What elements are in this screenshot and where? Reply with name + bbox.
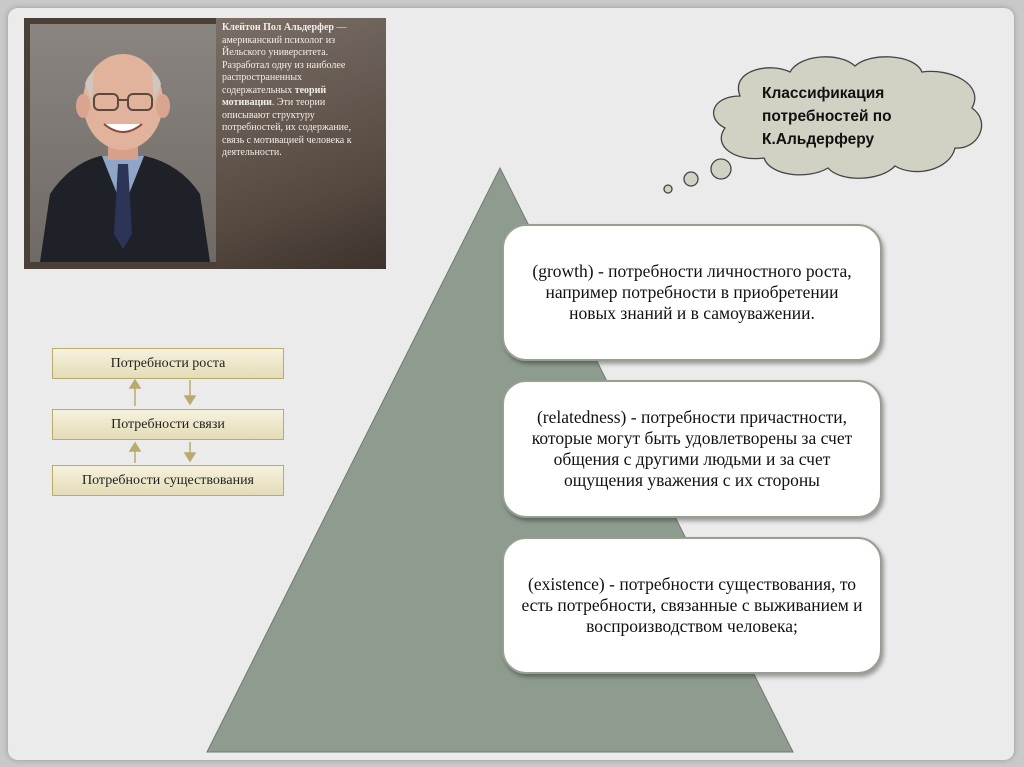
- existence-text: (existence) - потребности существования, то есть потребности, связанные с выживанием и воспроизводством человека;: [521, 574, 863, 636]
- relatedness-text: (relatedness) - потребности причастности, которые могут быть удовлетворены за счет общения с другими людьми и за счет ощущения уважения с их стороны: [531, 407, 853, 490]
- caption-name: Клейтон Пол Альдерфер: [222, 22, 334, 33]
- caption-text-2: . Эти теории описывают структуру потребностей, их содержание, связь с мотивацией человека к деятельности.: [222, 97, 352, 158]
- growth-card: [502, 224, 882, 361]
- relatedness-needs-box: Потребности связи: [52, 409, 284, 440]
- existence-card: [502, 537, 882, 674]
- relatedness-card: [502, 380, 882, 518]
- growth-text: (growth) - потребности личностного роста, например потребности в приобретении новых знаний и в самоуважении.: [532, 261, 852, 323]
- growth-needs-box: Потребности роста: [52, 348, 284, 379]
- existence-needs-box: Потребности существования: [52, 465, 284, 496]
- caption-bold: теорий мотивации: [222, 84, 327, 108]
- caption-text-1: — американский психолог из Йельского университета. Разработал одну из наиболее распространенных содержательных: [222, 22, 347, 96]
- cloud-title: Классификация потребностей по К.Альдерферу: [762, 85, 892, 148]
